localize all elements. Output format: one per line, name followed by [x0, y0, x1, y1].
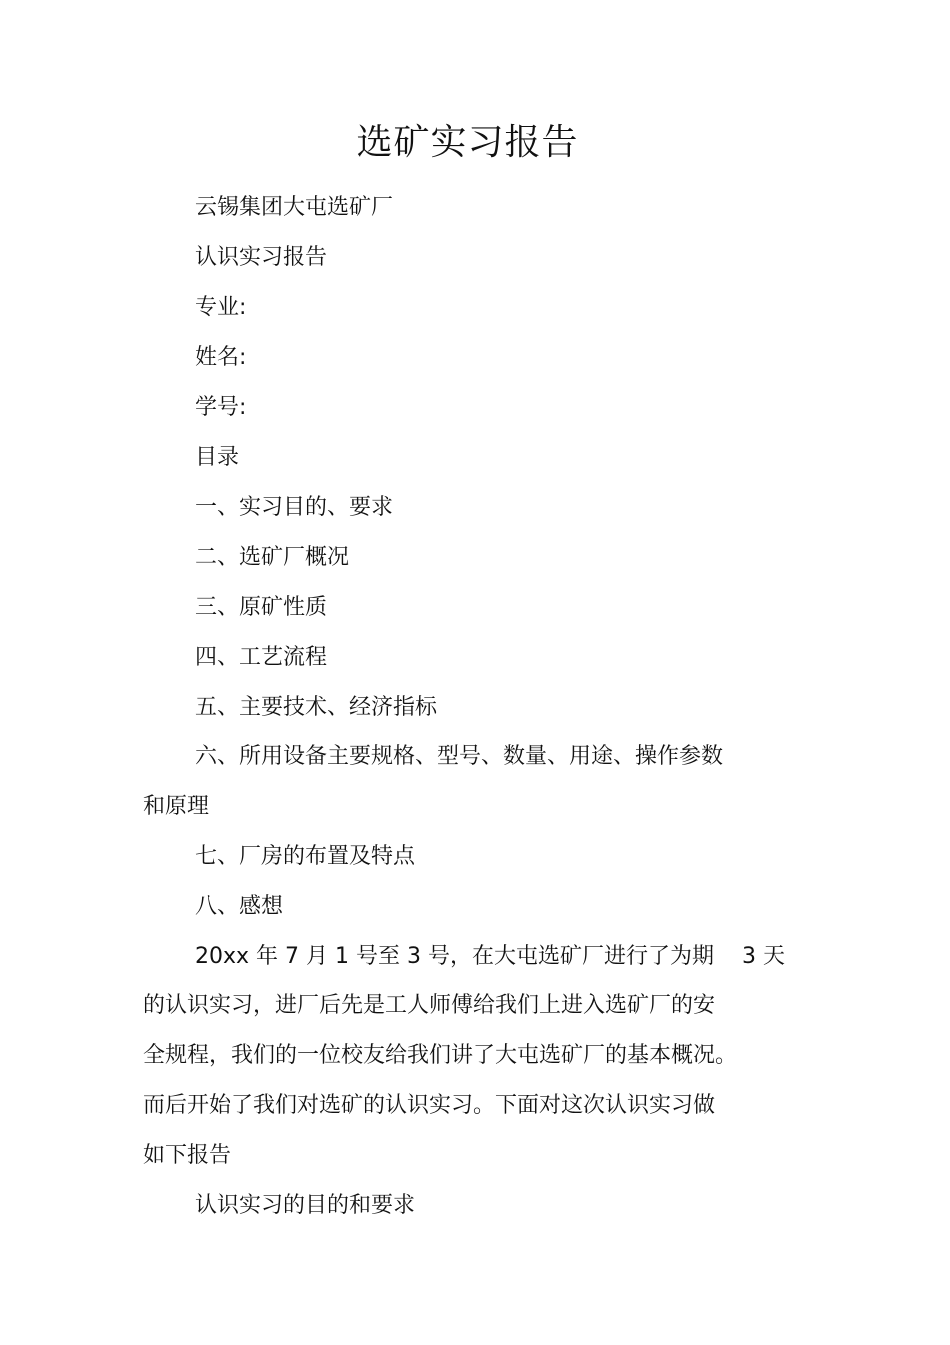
toc-item: 三、原矿性质 — [195, 595, 328, 620]
toc-heading: 目录 — [195, 445, 240, 470]
toc-item-continued: 和原理 — [143, 794, 210, 819]
toc-item: 六、所用设备主要规格、型号、数量、用途、操作参数 — [195, 744, 724, 769]
intro-paragraph-line: 的认识实习，进厂后先是工人师傅给我们上进入选矿厂的安 — [143, 993, 716, 1018]
intro-paragraph-line: 20xx 年 7 月 1 号至 3 号，在大屯选矿厂进行了为期 3 天 — [195, 944, 785, 969]
intro-paragraph-line: 全规程，我们的一位校友给我们讲了大屯选矿厂的基本概况。 — [143, 1043, 738, 1068]
toc-item: 七、厂房的布置及特点 — [195, 844, 416, 869]
section-heading: 认识实习的目的和要求 — [195, 1193, 416, 1218]
toc-item: 一、实习目的、要求 — [195, 495, 394, 520]
toc-item: 八、感想 — [195, 894, 284, 919]
toc-item: 二、选矿厂概况 — [195, 545, 350, 570]
company-name: 云锡集团大屯选矿厂 — [195, 195, 394, 220]
toc-item: 五、主要技术、经济指标 — [195, 695, 438, 720]
intro-paragraph-line: 如下报告 — [143, 1143, 232, 1168]
field-student-id: 学号: — [195, 395, 247, 420]
field-name: 姓名: — [195, 345, 247, 370]
field-major: 专业: — [195, 295, 247, 320]
document-title: 选矿实习报告 — [356, 122, 579, 163]
report-subtitle: 认识实习报告 — [195, 245, 328, 270]
toc-item: 四、工艺流程 — [195, 645, 328, 670]
intro-paragraph-line: 而后开始了我们对选矿的认识实习。下面对这次认识实习做 — [143, 1093, 716, 1118]
